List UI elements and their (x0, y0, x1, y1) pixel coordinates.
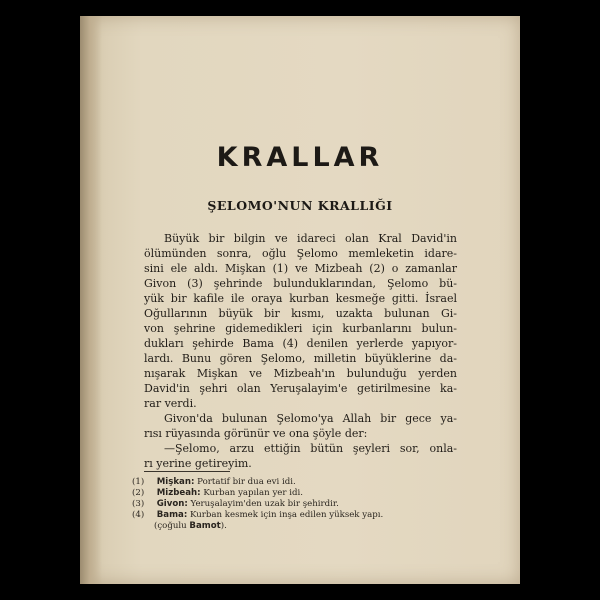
text-line: Givon'da bulunan Şelomo'ya Allah bir gece ya- (164, 412, 457, 425)
footnote-number: (3) (132, 499, 145, 509)
footnote-item (132, 510, 383, 521)
text-line: ölümünden sonra, oğlu Şelomo memleketin idare- (144, 247, 457, 260)
footnote-item (132, 477, 296, 488)
text-line: Givon (3) şehrinde bulunduklarından, Şelomo bü- (144, 277, 457, 290)
text-line: David'in şehri olan Yeruşalayim'e getirilmesine ka- (144, 382, 457, 395)
footnote-item (132, 488, 303, 499)
text-line: von şehrine gidemedikleri için kurbanlarını bulun- (144, 322, 457, 335)
footnote-divider (144, 471, 230, 472)
footnote-term: Mizbeah: (156, 488, 201, 498)
footnote-continuation (154, 521, 227, 532)
text-line: yük bir kafile ile oraya kurban kesmeğe gitti. İsrael (144, 292, 457, 305)
footnote-text: Kurban yapılan yer idi. (203, 488, 303, 498)
page-gutter-shadow (80, 16, 102, 584)
footnote-text: Portatif bir dua evi idi. (197, 477, 296, 487)
footnote-number: (4) (132, 510, 145, 520)
footnote-item (132, 499, 339, 510)
text-line: Oğullarının büyük bir kısmı, uzakta bulunan Gi- (144, 307, 457, 320)
footnote-continuation-suffix: ). (220, 521, 227, 531)
text-line: rar verdi. (144, 397, 197, 410)
footnote-text: Kurban kesmek için inşa edilen yüksek yapı. (190, 510, 384, 520)
footnote-term: Mişkan: (156, 477, 195, 487)
text-line: dukları şehirde Bama (4) denilen yerlerde yapıyor- (144, 337, 457, 350)
footnote-continuation-prefix: (çoğulu (154, 521, 190, 531)
footnote-number: (2) (132, 488, 145, 498)
text-line: rı yerine getireyim. (144, 457, 252, 470)
footnote-continuation-term: Bamot (189, 521, 221, 531)
footnote-text: Yeruşalayim'den uzak bir şehirdir. (190, 499, 339, 509)
chapter-title: KRALLAR (216, 142, 384, 173)
section-subtitle: ŞELOMO'NUN KRALLIĞI (207, 198, 393, 213)
footnote-number: (1) (132, 477, 145, 487)
text-line: lardı. Bunu gören Şelomo, milletin büyüklerine da- (144, 352, 457, 365)
book-page (80, 16, 520, 584)
text-line: nışarak Mişkan ve Mizbeah'ın bulunduğu yerden (144, 367, 457, 380)
footnote-term: Bama: (156, 510, 188, 520)
text-line: Büyük bir bilgin ve idareci olan Kral David'in (164, 232, 457, 245)
footnote-term: Givon: (156, 499, 188, 509)
text-line: —Şelomo, arzu ettiğin bütün şeyleri sor, onla- (164, 442, 457, 455)
text-line: sini ele aldı. Mişkan (1) ve Mizbeah (2) o zamanlar (144, 262, 457, 275)
text-line: rısı rüyasında görünür ve ona şöyle der: (144, 427, 368, 440)
